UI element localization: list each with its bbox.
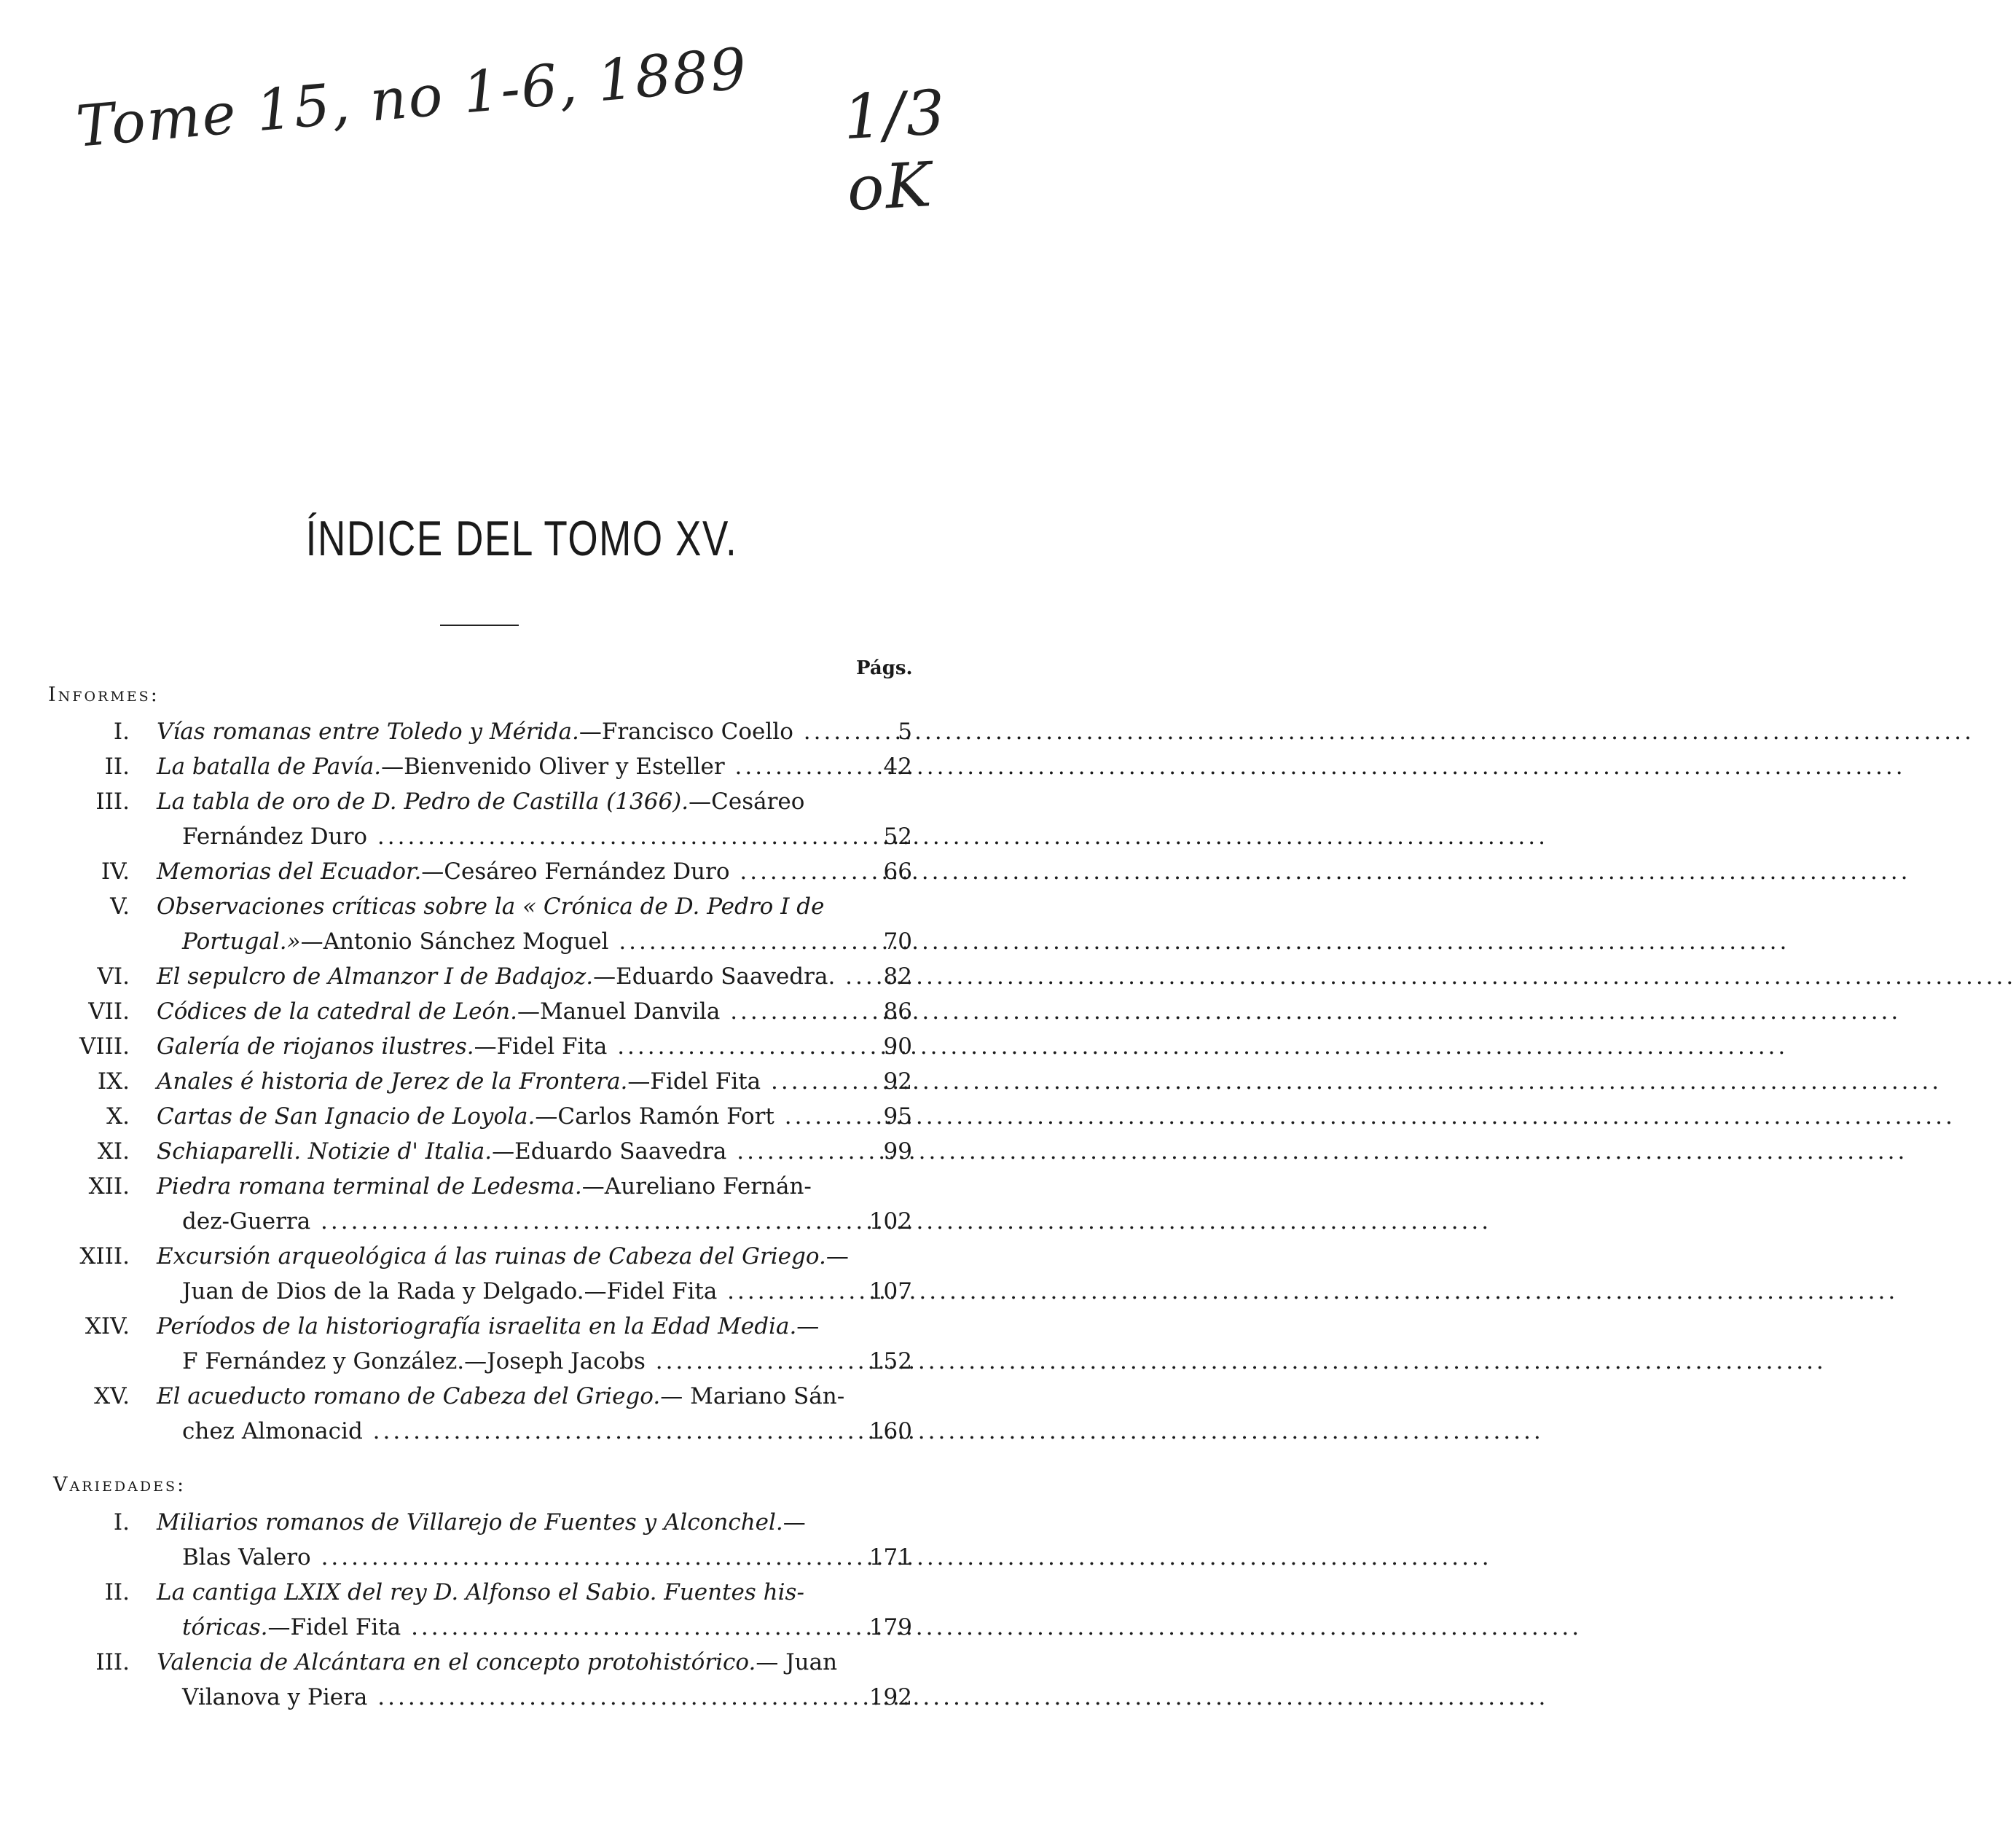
entry-page-number: 66 bbox=[883, 858, 912, 885]
toc-line bbox=[0, 1029, 1043, 1064]
entry-number: IV. bbox=[101, 858, 130, 885]
entry-title: Portugal.» bbox=[182, 928, 301, 955]
title-divider bbox=[440, 625, 519, 626]
entry-author: —Carlos Ramón Fort bbox=[535, 1103, 774, 1130]
entry-page-number: 86 bbox=[883, 998, 912, 1025]
entry-title: Schiaparelli. Notizie d' Italia. bbox=[157, 1138, 493, 1165]
entry-title: Memorias del Ecuador. bbox=[157, 858, 422, 885]
entry-text bbox=[157, 784, 845, 819]
entry-title: Observaciones críticas sobre la « Crónica de D. Pedro I de bbox=[157, 893, 825, 920]
entry-author: —Eduardo Saavedra. bbox=[593, 963, 836, 990]
entry-author: —Antonio Sánchez Moguel bbox=[300, 928, 609, 955]
entry-number: V. bbox=[110, 893, 130, 920]
entry-title: tóricas. bbox=[182, 1614, 268, 1640]
toc-entry bbox=[0, 1134, 1043, 1169]
entry-page-number: 171 bbox=[868, 1544, 912, 1570]
entry-page-number: 107 bbox=[868, 1278, 912, 1304]
toc-line bbox=[0, 1540, 1043, 1575]
entry-title: Vías romanas entre Toledo y Mérida. bbox=[157, 719, 579, 745]
entry-title: Períodos de la historiografía israelita en la Edad Media. bbox=[157, 1313, 797, 1339]
entry-page-number: 192 bbox=[868, 1684, 912, 1710]
toc-line bbox=[0, 1344, 1043, 1379]
entry-number: I. bbox=[113, 1509, 130, 1535]
entry-author: Fernández Duro bbox=[182, 823, 368, 850]
entry-title: Cartas de San Ignacio de Loyola. bbox=[157, 1103, 536, 1130]
entry-title: Piedra romana terminal de Ledesma. bbox=[157, 1173, 582, 1200]
toc-line bbox=[0, 1575, 1043, 1610]
entry-number: XI. bbox=[97, 1138, 130, 1165]
toc-line bbox=[0, 889, 1043, 924]
entry-page-number: 82 bbox=[883, 963, 912, 990]
variedades-list bbox=[0, 1505, 1043, 1715]
entry-page-number: 42 bbox=[883, 754, 912, 780]
entry-number: XIV. bbox=[85, 1313, 130, 1339]
entry-title: Valencia de Alcántara en el concepto protohistórico. bbox=[157, 1649, 756, 1675]
entry-text bbox=[182, 1540, 845, 1575]
toc-entry bbox=[0, 1645, 1043, 1715]
entry-text bbox=[157, 749, 845, 784]
entry-page-number: 102 bbox=[868, 1208, 912, 1235]
entry-page-number: 152 bbox=[868, 1348, 912, 1374]
toc-entry bbox=[0, 1099, 1043, 1134]
toc-line bbox=[0, 1379, 1043, 1414]
entry-text bbox=[157, 854, 845, 889]
toc-line bbox=[0, 1274, 1043, 1309]
toc-line bbox=[0, 924, 1043, 959]
entry-number: XII. bbox=[88, 1173, 130, 1200]
entry-author: —Cesáreo bbox=[689, 789, 805, 815]
entry-title: Códices de la catedral de León. bbox=[157, 998, 517, 1025]
entry-author: Blas Valero bbox=[182, 1544, 311, 1570]
toc-entry bbox=[0, 1064, 1043, 1099]
toc-line bbox=[0, 1099, 1043, 1134]
entry-number: I. bbox=[113, 719, 130, 745]
entry-page-number: 90 bbox=[883, 1033, 912, 1060]
toc-line bbox=[0, 854, 1043, 889]
entry-author: —Bienvenido Oliver y Esteller bbox=[381, 754, 725, 780]
toc-entry bbox=[0, 1505, 1043, 1575]
toc-line bbox=[0, 959, 1043, 994]
entry-text bbox=[182, 1680, 845, 1715]
entry-text bbox=[157, 1064, 845, 1099]
entry-text bbox=[182, 1610, 845, 1645]
entry-number: XIII. bbox=[79, 1243, 130, 1269]
toc-entry bbox=[0, 1239, 1043, 1309]
entry-number: VI. bbox=[97, 963, 130, 990]
toc-line bbox=[0, 1134, 1043, 1169]
entry-text bbox=[182, 1204, 845, 1239]
toc-line bbox=[0, 784, 1043, 819]
entry-author: Juan de Dios de la Rada y Delgado.—Fidel Fita bbox=[182, 1278, 718, 1304]
toc-entry bbox=[0, 994, 1043, 1029]
entry-author: F Fernández y González.—Joseph Jacobs bbox=[182, 1348, 646, 1374]
entry-author: —Aureliano Fernán- bbox=[581, 1173, 812, 1200]
toc-line bbox=[0, 1610, 1043, 1645]
section-heading-variedades: Variedades: bbox=[53, 1474, 187, 1496]
entry-text bbox=[157, 1169, 845, 1204]
entry-text bbox=[157, 1645, 845, 1680]
toc-line bbox=[0, 1505, 1043, 1540]
entry-text bbox=[182, 819, 845, 854]
toc-line bbox=[0, 1645, 1043, 1680]
entry-author: — bbox=[796, 1313, 820, 1339]
toc-entry bbox=[0, 854, 1043, 889]
entry-author: dez-Guerra bbox=[182, 1208, 311, 1235]
entry-title: Miliarios romanos de Villarejo de Fuentes y Alconchel. bbox=[157, 1509, 783, 1535]
toc-entry bbox=[0, 1029, 1043, 1064]
entry-page-number: 92 bbox=[883, 1068, 912, 1095]
entry-number: IX. bbox=[97, 1068, 130, 1095]
entry-text bbox=[157, 1134, 845, 1169]
entry-text bbox=[157, 714, 845, 749]
entry-text bbox=[182, 1414, 845, 1449]
entry-text bbox=[157, 1379, 845, 1414]
toc-entry bbox=[0, 784, 1043, 854]
section-heading-informes: Informes: bbox=[48, 684, 160, 706]
entry-author: — bbox=[825, 1243, 849, 1269]
entry-author: — Mariano Sán- bbox=[660, 1383, 845, 1409]
entry-page-number: 160 bbox=[868, 1418, 912, 1444]
toc-entry bbox=[0, 714, 1043, 749]
entry-author: chez Almonacid bbox=[182, 1418, 363, 1444]
entry-text bbox=[157, 1575, 845, 1610]
informes-list bbox=[0, 714, 1043, 1449]
toc-entry bbox=[0, 749, 1043, 784]
entry-page-number: 179 bbox=[868, 1614, 912, 1640]
entry-number: VIII. bbox=[79, 1033, 130, 1060]
toc-entry bbox=[0, 1309, 1043, 1379]
entry-title: Excursión arqueológica á las ruinas de Cabeza del Griego. bbox=[157, 1243, 826, 1269]
toc-entry bbox=[0, 959, 1043, 994]
toc-entry bbox=[0, 889, 1043, 959]
entry-author: Vilanova y Piera bbox=[182, 1684, 368, 1710]
entry-author: —Fidel Fita bbox=[267, 1614, 401, 1640]
pages-column-label: Págs. bbox=[856, 657, 913, 679]
page-title: ÍNDICE DEL TOMO XV. bbox=[305, 511, 738, 566]
entry-author: —Fidel Fita bbox=[627, 1068, 761, 1095]
entry-text bbox=[157, 1029, 845, 1064]
toc-line bbox=[0, 1680, 1043, 1715]
entry-number: III. bbox=[95, 789, 130, 815]
entry-author: —Eduardo Saavedra bbox=[492, 1138, 727, 1165]
entry-text bbox=[157, 1309, 845, 1344]
entry-page-number: 95 bbox=[883, 1103, 912, 1130]
toc-line bbox=[0, 749, 1043, 784]
entry-page-number: 70 bbox=[883, 928, 912, 955]
toc-line bbox=[0, 1169, 1043, 1204]
entry-page-number: 52 bbox=[883, 823, 912, 850]
entry-text bbox=[157, 994, 845, 1029]
handwritten-note-right: 1/3 oK bbox=[842, 76, 949, 224]
entry-number: II. bbox=[104, 1579, 130, 1605]
entry-number: X. bbox=[106, 1103, 130, 1130]
entry-title: Galería de riojanos ilustres. bbox=[157, 1033, 474, 1060]
toc-line bbox=[0, 994, 1043, 1029]
entry-author: —Cesáreo Fernández Duro bbox=[421, 858, 730, 885]
entry-title: La tabla de oro de D. Pedro de Castilla (1366). bbox=[157, 789, 689, 815]
toc-line bbox=[0, 1064, 1043, 1099]
toc-line bbox=[0, 714, 1043, 749]
entry-number: III. bbox=[95, 1649, 130, 1675]
toc-line bbox=[0, 1239, 1043, 1274]
entry-text bbox=[182, 1344, 845, 1379]
entry-page-number: 5 bbox=[898, 719, 912, 745]
entry-author: — bbox=[783, 1509, 806, 1535]
entry-text bbox=[157, 1099, 845, 1134]
toc-line bbox=[0, 1414, 1043, 1449]
entry-author: —Fidel Fita bbox=[474, 1033, 608, 1060]
entry-text bbox=[157, 889, 845, 924]
toc-line bbox=[0, 1204, 1043, 1239]
entry-author: — Juan bbox=[756, 1649, 838, 1675]
entry-title: El acueducto romano de Cabeza del Griego. bbox=[157, 1383, 661, 1409]
entry-author: —Francisco Coello bbox=[578, 719, 793, 745]
entry-title: La batalla de Pavía. bbox=[157, 754, 382, 780]
entry-text bbox=[157, 1505, 845, 1540]
entry-author: —Manuel Danvila bbox=[517, 998, 721, 1025]
toc-entry bbox=[0, 1575, 1043, 1645]
toc-entry bbox=[0, 1169, 1043, 1239]
entry-text bbox=[182, 1274, 845, 1309]
entry-number: VII. bbox=[88, 998, 130, 1025]
toc-entry bbox=[0, 1379, 1043, 1449]
entry-title: La cantiga LXIX del rey D. Alfonso el Sabio. Fuentes his- bbox=[157, 1579, 804, 1605]
entry-title: Anales é historia de Jerez de la Frontera. bbox=[157, 1068, 628, 1095]
entry-text bbox=[182, 924, 845, 959]
entry-number: XV. bbox=[94, 1383, 130, 1409]
entry-page-number: 99 bbox=[883, 1138, 912, 1165]
toc-line bbox=[0, 1309, 1043, 1344]
entry-text bbox=[157, 1239, 849, 1274]
handwritten-note-left: Tome 15, no 1-6, 1889 bbox=[74, 36, 750, 160]
entry-text bbox=[157, 959, 845, 994]
entry-title: El sepulcro de Almanzor I de Badajoz. bbox=[157, 963, 594, 990]
entry-number: II. bbox=[104, 754, 130, 780]
toc-line bbox=[0, 819, 1043, 854]
